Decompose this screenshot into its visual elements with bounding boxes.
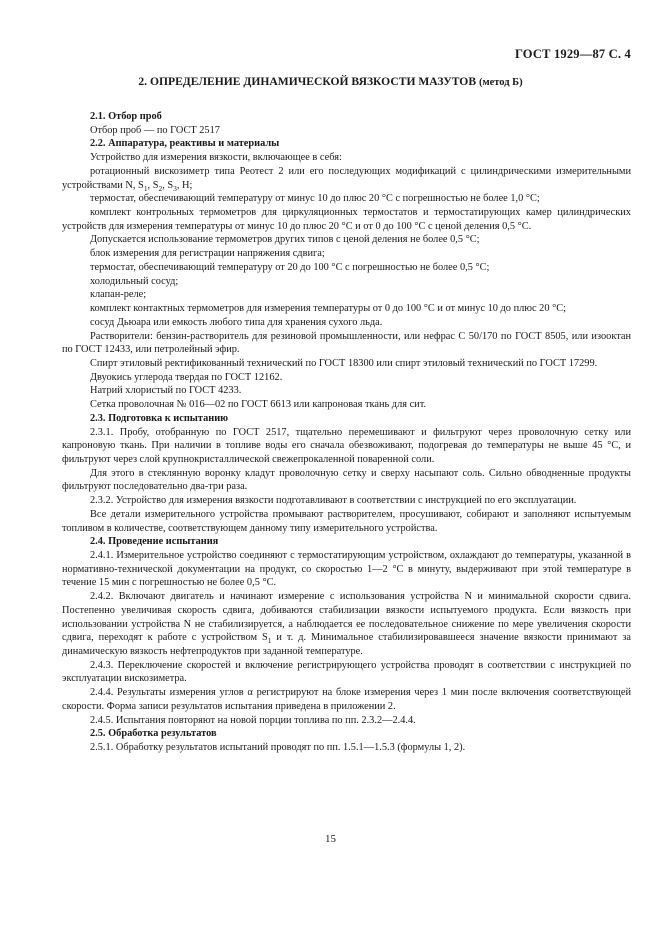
section-title bbox=[0, 75, 661, 88]
paragraph: термостат, обеспечивающий температуру от 20 до 100 °С с погрешностью не более 0,5 °С; bbox=[90, 261, 490, 273]
text-run: , S bbox=[162, 179, 174, 191]
paragraph: Натрий хлористый по ГОСТ 4233. bbox=[90, 385, 242, 397]
paragraph: 2.5.1. Обработку результатов испытаний проводят по пп. 1.5.1—1.5.3 (формулы 1, 2). bbox=[90, 742, 466, 754]
paragraph: клапан-реле; bbox=[90, 289, 147, 301]
subsection-heading: 2.4. Проведение испытания bbox=[90, 536, 219, 548]
paragraph: Все детали измерительного устройства промывают растворителем, просушивают, собирают и заполняют испытуемым топливом в количестве, соответствующем данному типу измерительного устройства. bbox=[62, 508, 631, 534]
subsection-heading: 2.1. Отбор проб bbox=[90, 111, 162, 122]
subsection-heading: 2.5. Обработка результатов bbox=[90, 728, 217, 740]
document-body bbox=[62, 110, 631, 755]
section-title-method: (метод Б) bbox=[478, 77, 523, 88]
paragraph: Для этого в стеклянную воронку кладут проволочную сетку и сверху насыпают соль. Сильно обводненные продукты фильтруют последовательно два-три раза. bbox=[62, 467, 631, 493]
paragraph: блок измерения для регистрации напряжения сдвига; bbox=[90, 248, 325, 260]
paragraph: комплект контрольных термометров для циркуляционных термостатов и термостатирующих камер цилиндрических устройств для измерения температуры от минус 10 до плюс 20 °С и от 0 до 100 °С с ценой деления 0,5 °С. bbox=[62, 207, 631, 232]
paragraph: Спирт этиловый ректификованный технический по ГОСТ 18300 или спирт этиловый технический по ГОСТ 17299. bbox=[90, 357, 598, 369]
paragraph bbox=[62, 590, 631, 659]
text-run: и т. д. Минимальное стабилизировавшееся значение вязкости принимают за динамическую вязкость нефтепродуктов при заданной температуре. bbox=[62, 632, 631, 658]
text-run: ротационный вискозиметр типа Реотест 2 или его последующих модификаций с цилиндрическими измерительными устройствами N, S bbox=[62, 165, 631, 191]
paragraph: комплект контактных термометров для измерения температуры от 0 до 100 °С и от минус 10 до плюс 20 °С; bbox=[90, 303, 567, 315]
page-header: ГОСТ 1929—87 С. 4 bbox=[514, 47, 631, 61]
page-number: 15 bbox=[325, 833, 336, 845]
paragraph: Отбор проб — по ГОСТ 2517 bbox=[90, 124, 220, 136]
paragraph: сосуд Дьюара или емкость любого типа для хранения сухого льда. bbox=[90, 316, 383, 328]
paragraph: 2.3.2. Устройство для измерения вязкости подготавливают в соответствии с инструкцией по его эксплуатации. bbox=[90, 495, 577, 507]
paragraph: термостат, обеспечивающий температуру от минус 10 до плюс 20 °С с погрешностью не более 1,0 °С; bbox=[90, 193, 540, 205]
paragraph: 2.4.3. Переключение скоростей и включение регистрирующего устройства проводят в соответствии с инструкцией по эксплуатации вискозиметра. bbox=[62, 659, 631, 685]
paragraph bbox=[62, 165, 631, 192]
paragraph: Сетка проволочная № 016—02 по ГОСТ 6613 или капроновая ткань для сит. bbox=[90, 399, 427, 411]
subsection-heading: 2.2. Аппаратура, реактивы и материалы bbox=[90, 138, 280, 150]
text-run: , H; bbox=[176, 179, 193, 191]
paragraph: 2.4.5. Испытания повторяют на новой порции топлива по пп. 2.3.2—2.4.4. bbox=[90, 714, 416, 726]
paragraph: холодильный сосуд; bbox=[90, 275, 179, 287]
subsection-heading: 2.3. Подготовка к испытанию bbox=[90, 412, 229, 424]
paragraph: 2.4.1. Измерительное устройство соединяют с термостатирующим устройством, охлаждают до температуры, указанной в нормативно-технической документации на продукт, со скоростью 1—2 °С в минуту, выдерживают при этой температуре в течение 15 мин с погрешностью не более 0,5 °С. bbox=[62, 550, 631, 589]
subscript: 2 bbox=[158, 183, 163, 193]
paragraph: 2.4.4. Результаты измерения углов α регистрируют на блоке измерения через 1 мин после включения соответствующей скорости. Форма записи результатов испытания приведена в приложении 2. bbox=[62, 687, 631, 712]
paragraph: Двуокись углерода твердая по ГОСТ 12162. bbox=[90, 371, 283, 383]
subscript: 1 bbox=[143, 183, 148, 193]
paragraph: Устройство для измерения вязкости, включающее в себя: bbox=[90, 152, 342, 164]
paragraph: 2.3.1. Пробу, отобранную по ГОСТ 2517, тщательно перемешивают и фильтруют через проволочную сетку или капроновую ткань. При наличии в топливе воды его сначала обезвоживают, подогревая до температуры не выше 45 °С, и фильтруют через слой крупнокристаллической свежепрокаленной поваренной соли. bbox=[62, 426, 631, 465]
subscript: 3 bbox=[173, 183, 177, 193]
subscript: 1 bbox=[267, 636, 272, 646]
text-run: , S bbox=[147, 179, 159, 191]
section-title-text: 2. ОПРЕДЕЛЕНИЕ ДИНАМИЧЕСКОЙ ВЯЗКОСТИ МАЗУТОВ bbox=[138, 75, 477, 88]
paragraph: Допускается использование термометров других типов с ценой деления не более 0,5 °С; bbox=[90, 234, 480, 246]
paragraph: Растворители: бензин-растворитель для резиновой промышленности, или нефрас С 50/170 по ГОСТ 8505, или изооктан по ГОСТ 12433, или петролейный эфир. bbox=[62, 330, 631, 356]
text-run: 2.4.2. Включают двигатель и начинают измерение с использования устройства N и минимальной скорости сдвига. Постепенно увеличивая скорость сдвига, добиваются стабилизации вязкости испытуемого продукта. Если вязкость при использовании устройства N не стабилизируется, а наблюдается ее последовательное снижение по мере увеличения скорости сдвига, переходят к работе с устройством S bbox=[62, 591, 631, 644]
